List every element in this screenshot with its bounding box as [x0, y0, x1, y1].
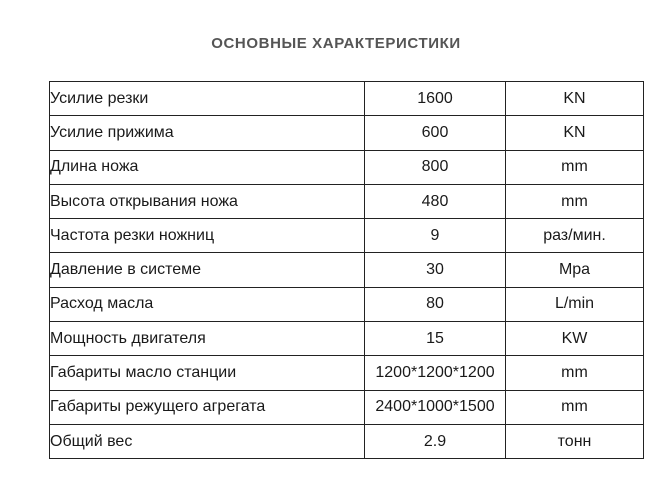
parameter-value: 1600 [365, 82, 506, 116]
parameter-name: Расход масла [50, 287, 365, 321]
parameter-value: 30 [365, 253, 506, 287]
table-row [50, 116, 644, 150]
parameter-name: Усилие прижима [50, 116, 365, 150]
parameter-name: Давление в системе [50, 253, 365, 287]
parameter-unit: mm [506, 356, 644, 390]
table-row [50, 322, 644, 356]
parameter-unit: KN [506, 116, 644, 150]
table-row [50, 253, 644, 287]
parameter-value: 800 [365, 150, 506, 184]
table-row [50, 356, 644, 390]
parameter-name: Длина ножа [50, 150, 365, 184]
parameter-value: 600 [365, 116, 506, 150]
parameter-unit: Mpa [506, 253, 644, 287]
parameter-name: Усилие резки [50, 82, 365, 116]
table-row [50, 287, 644, 321]
table-row [50, 219, 644, 253]
parameter-name: Габариты режущего агрегата [50, 390, 365, 424]
table-row [50, 424, 644, 458]
parameter-name: Габариты масло станции [50, 356, 365, 390]
table-row [50, 150, 644, 184]
parameter-name: Общий вес [50, 424, 365, 458]
parameter-unit: mm [506, 184, 644, 218]
parameter-value: 1200*1200*1200 [365, 356, 506, 390]
parameter-value: 2.9 [365, 424, 506, 458]
parameter-unit: тонн [506, 424, 644, 458]
table-row [50, 82, 644, 116]
parameter-unit: L/min [506, 287, 644, 321]
table-row [50, 390, 644, 424]
parameter-value: 80 [365, 287, 506, 321]
parameter-unit: KW [506, 322, 644, 356]
table-row [50, 184, 644, 218]
parameter-name: Частота резки ножниц [50, 219, 365, 253]
parameter-name: Высота открывания ножа [50, 184, 365, 218]
page-title: ОСНОВНЫЕ ХАРАКТЕРИСТИКИ [211, 35, 461, 52]
parameter-value: 2400*1000*1500 [365, 390, 506, 424]
parameter-value: 15 [365, 322, 506, 356]
parameter-value: 9 [365, 219, 506, 253]
parameter-name: Мощность двигателя [50, 322, 365, 356]
parameter-unit: раз/мин. [506, 219, 644, 253]
parameter-unit: KN [506, 82, 644, 116]
specifications-table [49, 81, 644, 459]
parameter-unit: mm [506, 390, 644, 424]
parameter-value: 480 [365, 184, 506, 218]
parameter-unit: mm [506, 150, 644, 184]
